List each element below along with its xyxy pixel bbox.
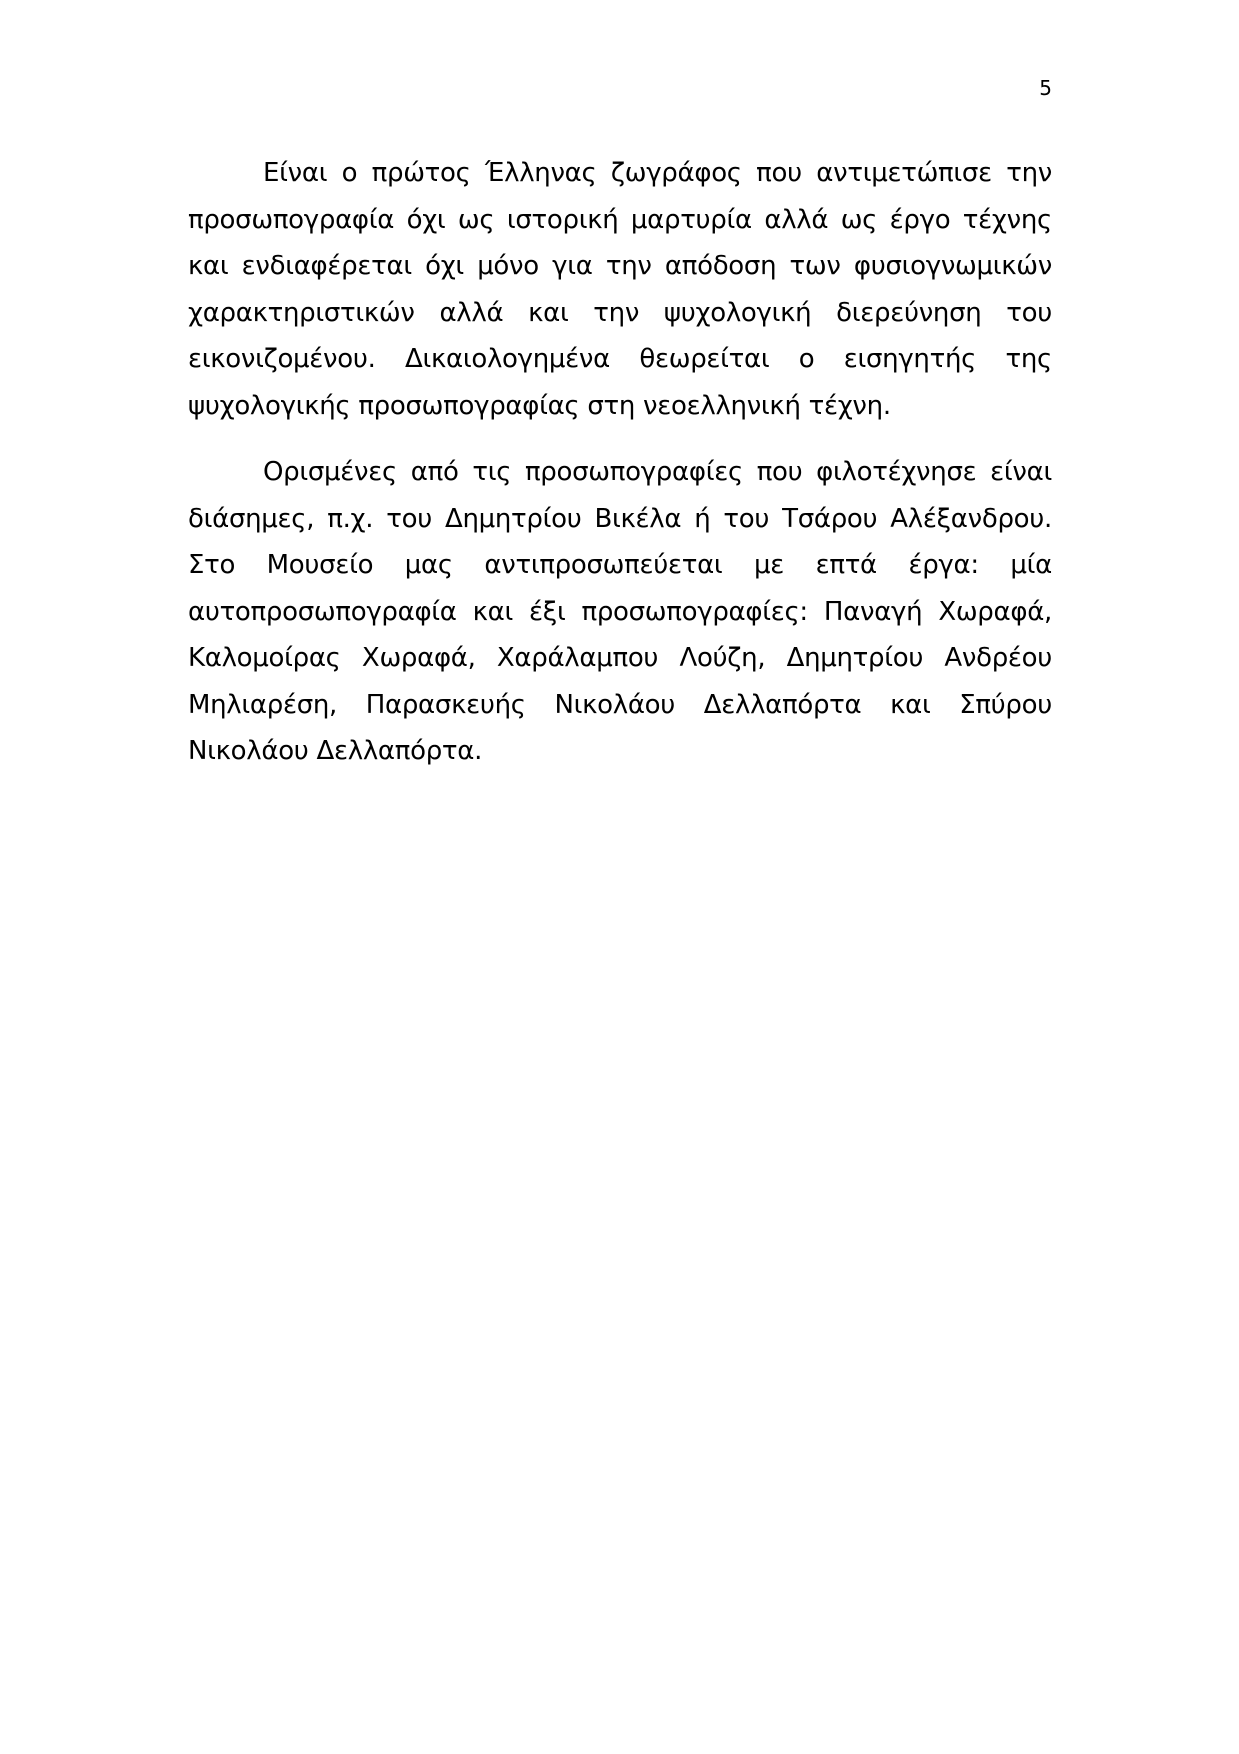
paragraph-1: Είναι ο πρώτος Έλληνας ζωγράφος που αντιμετώπισε την προσωπογραφία όχι ως ιστορική μαρτυρία αλλά ως έργο τέχνης και ενδιαφέρεται όχι μόνο για την απόδοση των φυσιογνωμικών χαρακτηριστικών αλλά και την ψυχολογική διερεύνηση του εικονιζομένου. Δικαιολογημένα θεωρείται ο εισηγητής της ψυχολογικής προσωπογραφίας στη νεοελληνική τέχνη. (188, 158, 1052, 421)
body-text (188, 150, 1052, 775)
page-number: 5 (1039, 76, 1052, 100)
paragraph-2: Ορισμένες από τις προσωπογραφίες που φιλοτέχνησε είναι διάσημες, π.χ. του Δημητρίου Βικέλα ή του Τσάρου Αλέξανδρου. Στο Μουσείο μας αντιπροσωπεύεται με επτά έργα: μία αυτοπροσωπογραφία και έξι προσωπογραφίες: Παναγή Χωραφά, Καλομοίρας Χωραφά, Χαράλαμπου Λούζη, Δημητρίου Ανδρέου Μηλιαρέση, Παρασκευής Νικολάου Δελλαπόρτα και Σπύρου Νικολάου Δελλαπόρτα. (188, 457, 1052, 766)
